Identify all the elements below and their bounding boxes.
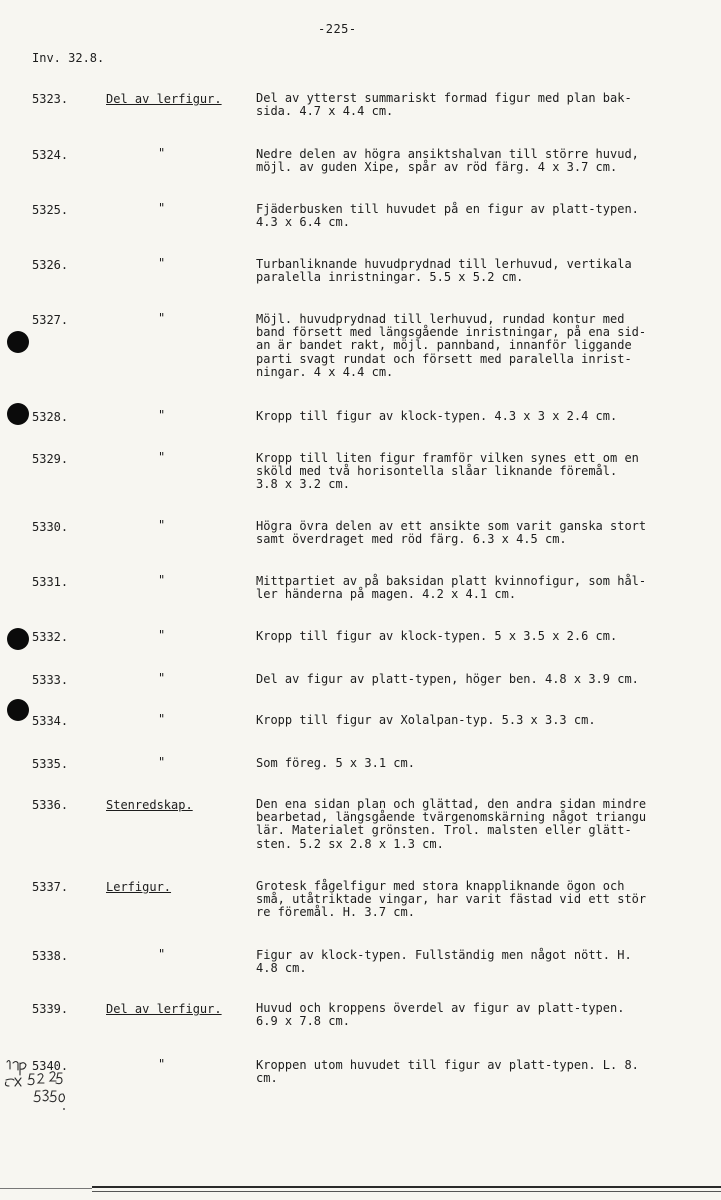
entry-description: Den ena sidan plan och glättad, den andra sidan mindre bearbetad, längsgående tvärgenomskärning något triangu lär. Materialet grönsten. Trol. malsten eller glätt- sten. 5.2 sx 2.8 x 1.3 cm.	[256, 797, 647, 851]
ditto-mark: "	[158, 628, 166, 642]
entry-description: Kropp till liten figur framför vilken synes ett om en sköld med två horisontella slåar liknande föremål. 3.8 x 3.2 cm.	[256, 451, 639, 492]
entry-number: 5340.	[32, 1059, 69, 1073]
divider	[92, 1186, 721, 1188]
entry-description: Kropp till figur av Xolalpan-typ. 5.3 x 3.3 cm.	[256, 713, 596, 727]
entry-description: Kroppen utom huvudet till figur av platt-typen. L. 8. cm.	[256, 1058, 639, 1086]
entry-description: Kropp till figur av klock-typen. 5 x 3.5 x 2.6 cm.	[256, 629, 618, 643]
ditto-mark: "	[158, 671, 166, 685]
entry-category: Stenredskap.	[106, 798, 193, 812]
entry-description: Grotesk fågelfigur med stora knappliknande ögon och små, utåtriktade vingar, har varit fästad vid ett stör re föremål. H. 3.7 cm.	[256, 879, 647, 920]
ditto-mark: "	[158, 201, 166, 215]
ditto-mark: "	[158, 518, 166, 532]
entry-number: 5333.	[32, 673, 69, 687]
entry-number: 5325.	[32, 203, 69, 217]
divider	[0, 1188, 92, 1189]
ditto-mark: "	[158, 311, 166, 325]
entry-number: 5323.	[32, 92, 69, 106]
entry-number: 5327.	[32, 313, 69, 327]
entry-category: Lerfigur.	[106, 880, 172, 894]
entry-description: Del av ytterst summariskt formad figur med plan bak- sida. 4.7 x 4.4 cm.	[256, 91, 632, 119]
ditto-mark: "	[158, 450, 166, 464]
punch-hole	[7, 403, 29, 425]
entry-description: Kropp till figur av klock-typen. 4.3 x 3 x 2.4 cm.	[256, 409, 618, 423]
entry-number: 5332.	[32, 630, 69, 644]
ditto-mark: "	[158, 408, 166, 422]
entry-description: Möjl. huvudprydnad till lerhuvud, rundad kontur med band försett med längsgående inristningar, på ena sid- an är bandet rakt, möjl. pannband, innanför liggande parti svagt rundat och försett med paralella inrist- ningar. 4 x 4.4 cm.	[256, 312, 647, 379]
entry-number: 5335.	[32, 757, 69, 771]
entry-number: 5328.	[32, 410, 69, 424]
entry-number: 5330.	[32, 520, 69, 534]
entry-number: 5338.	[32, 949, 69, 963]
ditto-mark: "	[158, 712, 166, 726]
entry-number: 5331.	[32, 575, 69, 589]
entry-number: 5329.	[32, 452, 69, 466]
entry-number: 5334.	[32, 714, 69, 728]
entry-number: 5339.	[32, 1002, 69, 1016]
entry-description: Del av figur av platt-typen, höger ben. 4.8 x 3.9 cm.	[256, 672, 639, 686]
ditto-mark: "	[158, 1057, 166, 1071]
ditto-mark: "	[158, 947, 166, 961]
ditto-mark: "	[158, 573, 166, 587]
ditto-mark: "	[158, 256, 166, 270]
entry-number: 5337.	[32, 880, 69, 894]
entry-description: Figur av klock-typen. Fullständig men något nött. H. 4.8 cm.	[256, 948, 632, 976]
inventory-header: Inv. 32.8.	[32, 51, 105, 65]
entry-description: Huvud och kroppens överdel av figur av platt-typen. 6.9 x 7.8 cm.	[256, 1001, 625, 1029]
entry-description: Mittpartiet av på baksidan platt kvinnofigur, som hål- ler händerna på magen. 4.2 x 4.1 cm.	[256, 574, 647, 602]
entry-number: 5324.	[32, 148, 69, 162]
page-number: -225-	[318, 22, 357, 36]
entry-description: Fjäderbusken till huvudet på en figur av platt-typen. 4.3 x 6.4 cm.	[256, 202, 639, 230]
entry-description: Som föreg. 5 x 3.1 cm.	[256, 756, 415, 770]
punch-hole	[7, 628, 29, 650]
entry-description: Nedre delen av högra ansiktshalvan till större huvud, möjl. av guden Xipe, spår av röd färg. 4 x 3.7 cm.	[256, 147, 639, 175]
entry-category: Del av lerfigur.	[106, 1002, 222, 1016]
entry-category: Del av lerfigur.	[106, 92, 222, 106]
punch-hole	[7, 331, 29, 353]
entry-description: Högra övra delen av ett ansikte som varit ganska stort samt överdraget med röd färg. 6.3 x 4.5 cm.	[256, 519, 647, 547]
entry-number: 5336.	[32, 798, 69, 812]
entry-number: 5326.	[32, 258, 69, 272]
handwritten-annotation	[4, 1058, 94, 1118]
entry-description: Turbanliknande huvudprydnad till lerhuvud, vertikala paralella inristningar. 5.5 x 5.2 cm.	[256, 257, 632, 285]
punch-hole	[7, 699, 29, 721]
ditto-mark: "	[158, 755, 166, 769]
ditto-mark: "	[158, 146, 166, 160]
divider	[92, 1191, 721, 1192]
